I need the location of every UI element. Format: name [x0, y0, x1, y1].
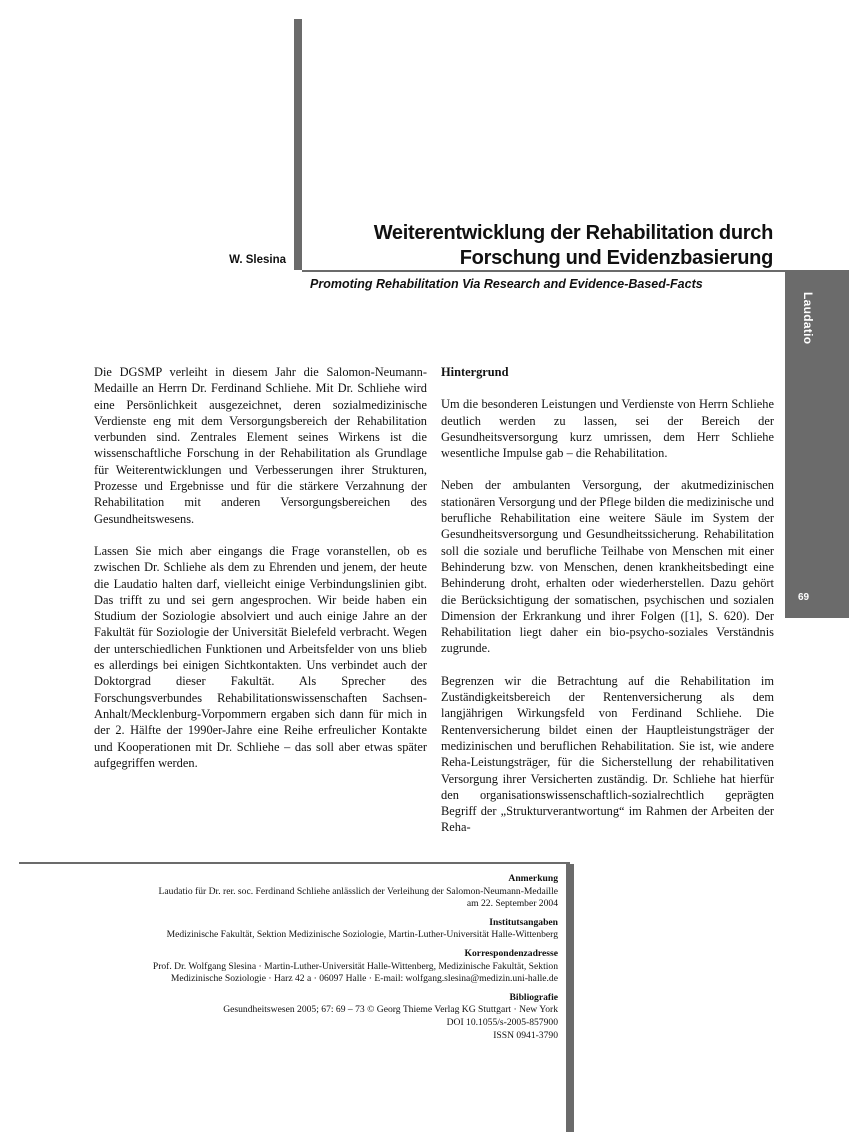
- article-notes: [88, 873, 558, 1042]
- notes-heading-korrespondenz: Korrespondenzadresse: [464, 947, 558, 959]
- paragraph: Begrenzen wir die Betrachtung auf die Rehabilitation im Zuständigkeitsbereich der Rentenversicherung als dem langjährigen Wirkungsfeld von Ferdinand Schliehe. Die Rentenversicherung bildet einen der Hauptleistungsträger der medizinischen und beruflichen Rehabilitation. Sie ist, wie andere Reha-Leistungsträger, für die Sicherstellung der rehabilitativen Versorgung ihrer Versicherten zuständig. Dr. Schliehe hat hierfür den organisationswissenschaftlich-sozialrechtlich geprägten Begriff der „Strukturverantwortung“ im Rahmen der Arbeiten der Reha-: [441, 673, 774, 835]
- notes-line: Gesundheitswesen 2005; 67: 69 – 73 © Georg Thieme Verlag KG Stuttgart · New York: [223, 1004, 558, 1016]
- author-name: W. Slesina: [229, 254, 286, 266]
- header-vertical-rule: [294, 19, 302, 270]
- section-label: Laudatio: [801, 292, 815, 345]
- notes-line: Medizinische Fakultät, Sektion Medizinische Soziologie, Martin-Luther-Universität Halle-Wittenberg: [166, 929, 558, 941]
- title-line-1: Weiterentwicklung der Rehabilitation durch: [373, 222, 773, 244]
- body-column-right: [441, 364, 774, 836]
- body-column-left: [94, 364, 427, 771]
- notes-line: DOI 10.1055/s-2005-857900: [446, 1016, 558, 1028]
- paragraph: Lassen Sie mich aber eingangs die Frage voranstellen, ob es zwischen Dr. Schliehe als dem zu Ehrenden und jenem, der heute die Laudatio halten darf, vielleicht einige Verbindungslinien gibt. Das trifft zu und sei gern angesprochen. Wir beide haben ein Studium der Soziologie absolviert und auch einige Jahre an der Fakultät für Soziologie der Universität Bielefeld verbracht. Wegen der unterschiedlichen Funktionen und Arbeitsfelder von uns blieb es allerdings bei einigen Sichtkontakten. Uns verbindet auch der Doktorgrad dieser Fakultät. Als Sprecher des Forschungsverbundes Rehabilitationswissenschaften Sachsen-Anhalt/Mecklenburg-Vorpommern ergaben sich dann für mich in der 2. Hälfte der 1990er-Jahre eine Reihe erfreulicher Kontakte und Kooperationen mit Dr. Schliehe – das soll aber etwas später aufgegriffen werden.: [94, 543, 427, 770]
- section-heading: Hintergrund: [441, 365, 509, 379]
- footer-vertical-rule: [566, 864, 574, 1132]
- english-subtitle: Promoting Rehabilitation Via Research and Evidence-Based-Facts: [310, 277, 703, 291]
- paragraph: Um die besonderen Leistungen und Verdienste von Herrn Schliehe deutlich werden zu lassen, sei der Bereich der Gesundheitsversorgung kurz umrissen, dem Herr Schliehe wesentliche Impulse gab – die Rehabilitation.: [441, 397, 774, 461]
- notes-heading-institut: Institutsangaben: [489, 916, 558, 928]
- notes-heading-bibliografie: Bibliografie: [509, 991, 558, 1003]
- title-line-2: Forschung und Evidenzbasierung: [459, 247, 773, 269]
- section-side-tab: [785, 272, 849, 618]
- notes-line: ISSN 0941-3790: [493, 1029, 558, 1041]
- notes-line: Prof. Dr. Wolfgang Slesina · Martin-Luther-Universität Halle-Wittenberg, Medizinische Fakultät, Sektion: [152, 960, 558, 972]
- paragraph: Neben der ambulanten Versorgung, der akutmedizinischen stationären Versorgung und der Pflege bilden die medizinische und berufliche Rehabilitation eine weitere Säule im System der Gesundheitsversorgung und Gesundheitssicherung. Rehabilitation soll die soziale und berufliche Teilhabe von Menschen mit einer Behinderung bzw. von Menschen, denen krankheitsbedingt eine Behinderung droht, erhalten oder wiederherstellen. Dazu gehört die Berücksichtigung der somatischen, psychischen und sozialen Dimension der Erkrankung und ihrer Folgen ([1], S. 620). Der Rehabilitation liegt daher ein bio-psycho-soziales Verständnis zugrunde.: [441, 478, 774, 656]
- page-number: 69: [798, 592, 810, 603]
- paragraph: Die DGSMP verleiht in diesem Jahr die Salomon-Neumann-Medaille an Herrn Dr. Ferdinand Schliehe. Mit Dr. Schliehe wird eine Persönlichkeit ausgezeichnet, deren sozialmedizinische Verdienste eng mit dem Versorgungsbereich der Rehabilitation verbunden sind. Zentrales Element seines Wirkens ist die wissenschaftliche Forschung in der Rehabilitation als Grundlage für Weiterentwicklungen und Verbesserungen ihrer Strukturen, Prozesse und Ergebnisse und für die stärkere Verzahnung der Rehabilitation mit anderen Versorgungsbereichen des Gesundheitswesens.: [94, 365, 427, 526]
- notes-line: Laudatio für Dr. rer. soc. Ferdinand Schliehe anlässlich der Verleihung der Salomon-Neumann-Medaille: [158, 885, 558, 897]
- footer-horizontal-rule: [19, 862, 570, 864]
- article-title: [374, 221, 773, 271]
- notes-line: am 22. September 2004: [466, 898, 558, 910]
- notes-heading-anmerkung: Anmerkung: [508, 873, 558, 884]
- notes-line: Medizinische Soziologie · Harz 42 a · 06097 Halle · E-mail: wolfgang.slesina@medizin.uni-halle.de: [170, 973, 558, 985]
